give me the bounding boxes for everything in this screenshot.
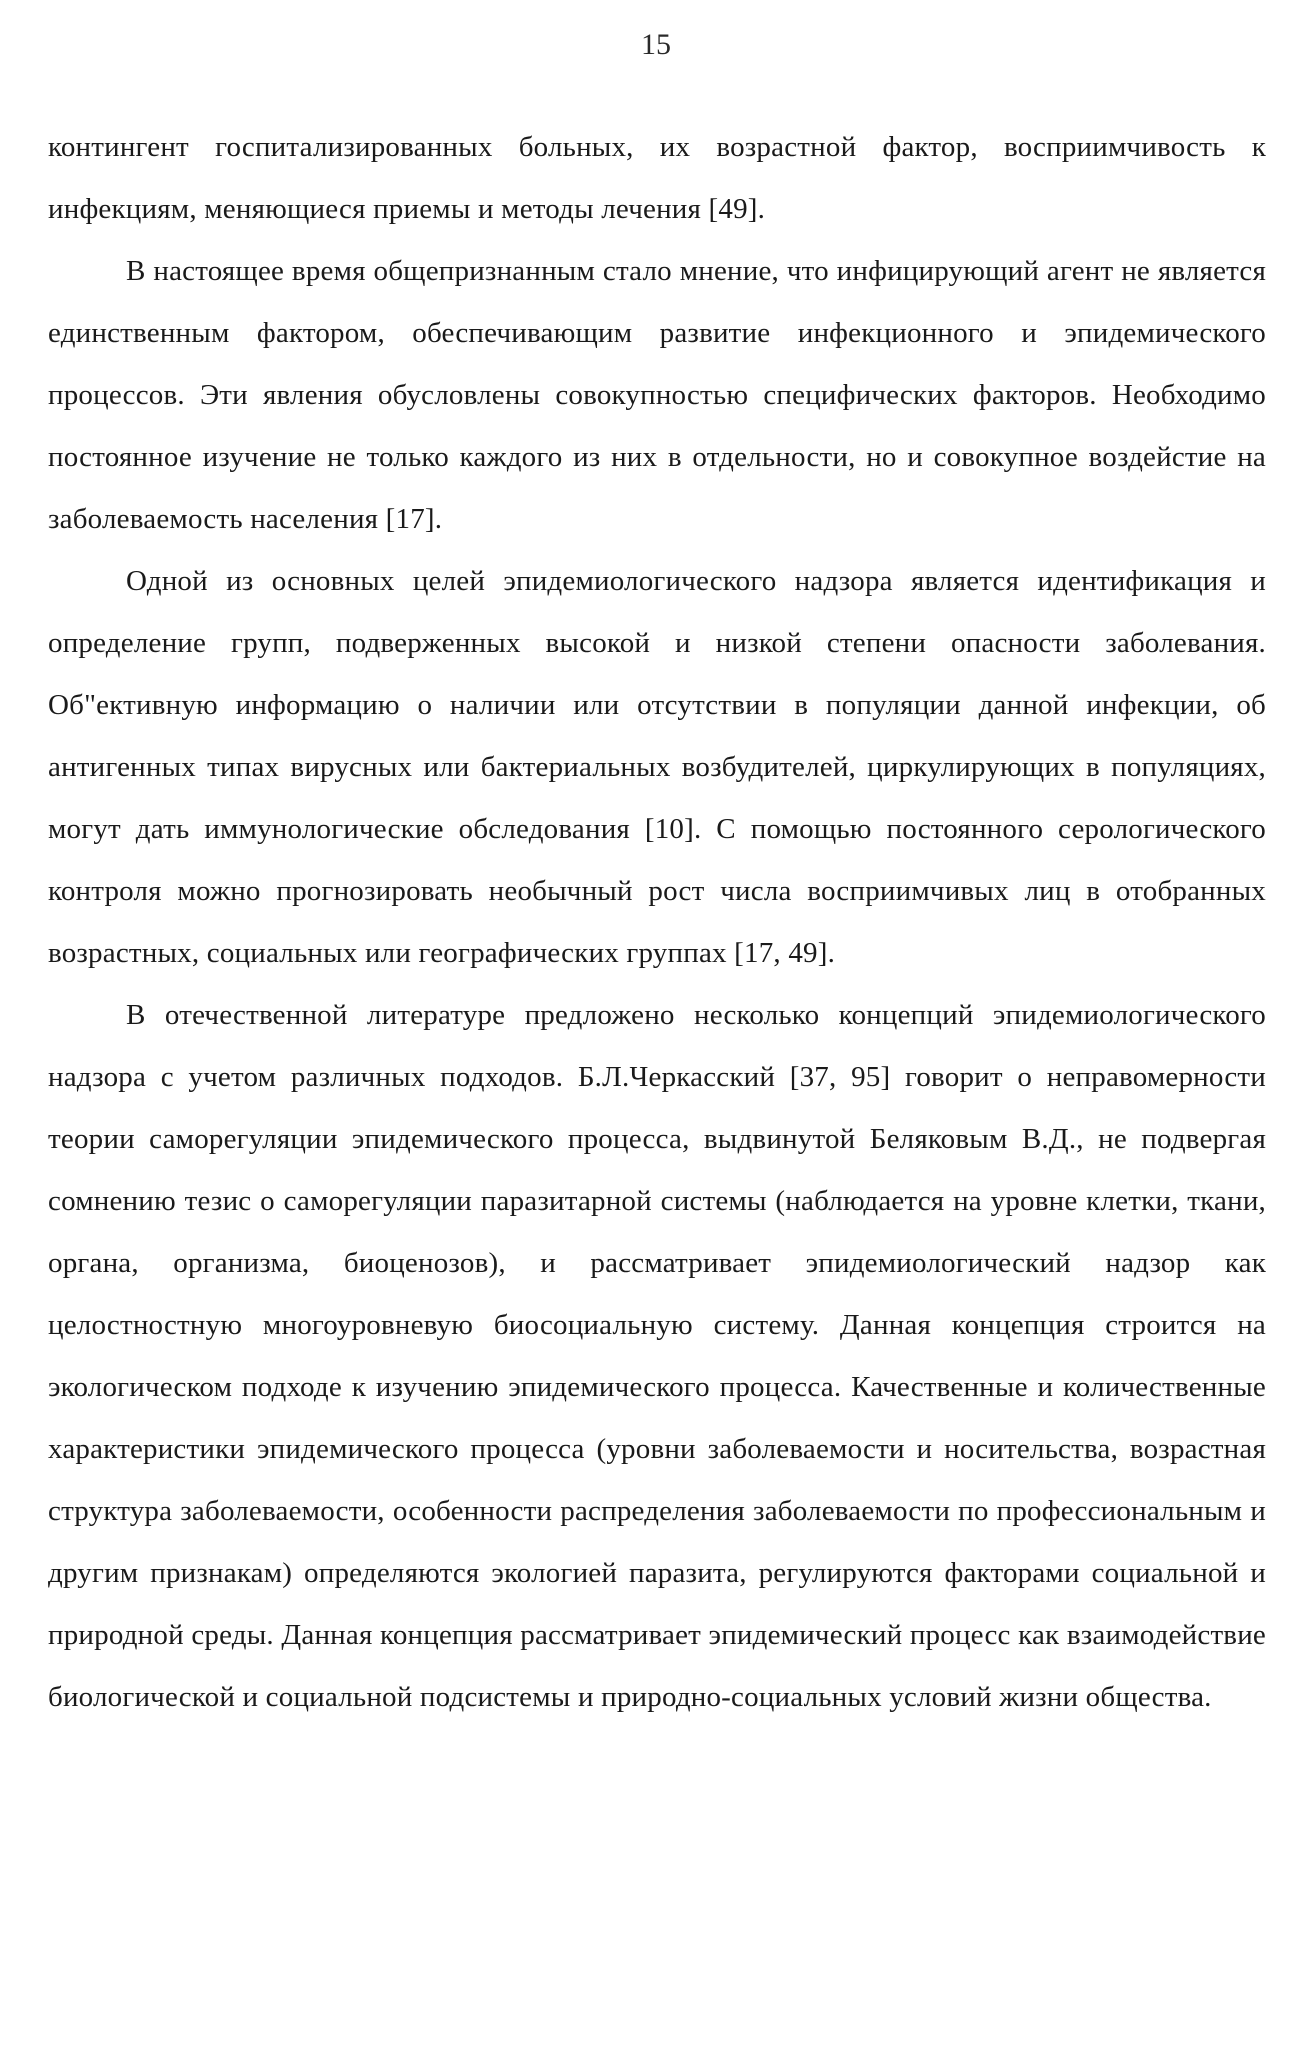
paragraph-continuation: контингент госпитализированных больных, их возрастной фактор, восприимчивость к инфекциям, меняющиеся приемы и методы лечения [49]. — [48, 131, 1266, 225]
paragraph: В настоящее время общепризнанным стало мнение, что инфицирующий агент не является единственным фактором, обеспечивающим развитие инфекционного и эпидемического процессов. Эти явления обусловлены совокупностью специфических факторов. Необходимо постоянное изучение не только каждого из них в отдельности, но и совокупное воздейстие на заболеваемость населения [17]. — [48, 255, 1266, 535]
body-text — [48, 116, 1266, 1728]
page-number: 15 — [641, 28, 671, 61]
paragraph: Одной из основных целей эпидемиологического надзора является идентификация и определение групп, подверженных высокой и низкой степени опасности заболевания. Об"ективную информацию о наличии или отсутствии в популяции данной инфекции, об антигенных типах вирусных или бактериальных возбудителей, циркулирующих в популяциях, могут дать иммунологические обследования [10]. С помощью постоянного серологического контроля можно прогнозировать необычный рост числа восприимчивых лиц в отобранных возрастных, социальных или географических группах [17, 49]. — [48, 565, 1266, 969]
paragraph: В отечественной литературе предложено несколько концепций эпидемиологического надзора с учетом различных подходов. Б.Л.Черкасский [37, 95] говорит о неправомерности теории саморегуляции эпидемического процесса, выдвинутой Беляковым В.Д., не подвергая сомнению тезис о саморегуляции паразитарной системы (наблюдается на уровне клетки, ткани, органа, организма, биоценозов), и рассматривает эпидемиологический надзор как целостностную многоуровневую биосоциальную систему. Данная концепция строится на экологическом подходе к изучению эпидемического процесса. Качественные и количественные характеристики эпидемического процесса (уровни заболеваемости и носительства, возрастная структура заболеваемости, особенности распределения заболеваемости по профессиональным и другим признакам) определяются экологией паразита, регулируются факторами социальной и природной среды. Данная концепция рассматривает эпидемический процесс как взаимодействие биологической и социальной подсистемы и природно-социальных условий жизни общества. — [48, 999, 1266, 1713]
